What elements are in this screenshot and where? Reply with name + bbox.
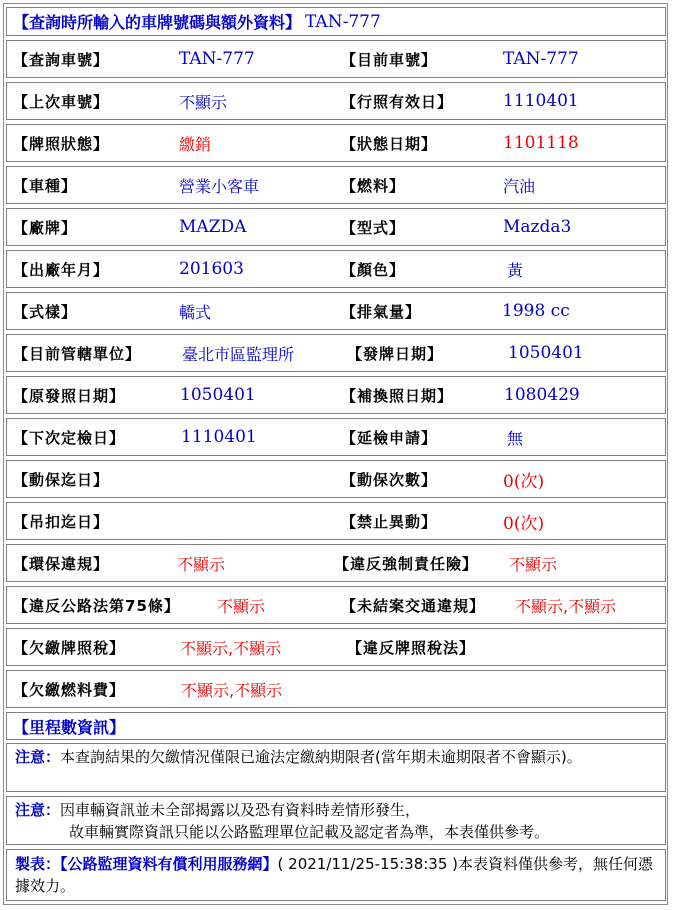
- table-row: [6, 334, 666, 372]
- query-plate-value: TAN-777: [179, 49, 255, 69]
- footer-source: 【公路監理資料有償利用服務網】: [60, 855, 278, 873]
- note-2: [15, 799, 661, 843]
- original-license-date-label: 【原發照日期】: [13, 386, 126, 405]
- previous-plate-label: 【上次車號】: [13, 92, 110, 111]
- reissue-date-value: 1080429: [504, 385, 580, 405]
- current-plate-value: TAN-777: [503, 49, 579, 69]
- body-style-label: 【式樣】: [13, 302, 78, 321]
- mileage-info-label: 【里程數資訊】: [13, 717, 126, 737]
- inspection-extension-label: 【延檢申請】: [341, 428, 438, 447]
- plate-status-label: 【牌照狀態】: [13, 134, 110, 153]
- environmental-violation-value: 不顯示: [177, 554, 226, 574]
- table-row: [6, 502, 666, 540]
- suspension-end-date-label: 【吊扣迄日】: [13, 512, 110, 531]
- environmental-violation-label: 【環保違規】: [13, 554, 110, 573]
- fuel-label: 【燃料】: [341, 176, 406, 195]
- footer-timestamp: ( 2021/11/25-15:38:35 ): [277, 855, 459, 873]
- note-1: [15, 746, 661, 768]
- brand-label: 【廠牌】: [13, 218, 78, 237]
- header-cell: [13, 8, 381, 35]
- mileage-row: [6, 712, 666, 740]
- vehicle-type-value: 營業小客車: [179, 176, 260, 196]
- footer-disclaimer: 本表資料僅供參考，無任何憑據效力。: [15, 855, 654, 895]
- table-row: [6, 124, 666, 162]
- note-1-text: 本查詢結果的欠繳情況僅限已逾法定繳納期限者(當年期未逾期限者不會顯示)。: [60, 748, 582, 766]
- plate-status-value: 繳銷: [179, 134, 212, 154]
- lien-end-date-label: 【動保迄日】: [13, 470, 110, 489]
- current-plate-label: 【目前車號】: [341, 50, 438, 69]
- table-row: [6, 376, 666, 414]
- license-valid-date-value: 1110401: [503, 91, 579, 111]
- table-row: [6, 544, 666, 582]
- open-traffic-violation-value: 不顯示,不顯示: [515, 596, 617, 616]
- note-row: [6, 796, 666, 845]
- note-row: [6, 743, 666, 792]
- status-date-value: 1101118: [503, 133, 579, 153]
- transfer-ban-label: 【禁止異動】: [341, 512, 438, 531]
- next-inspection-value: 1110401: [181, 427, 257, 447]
- table-row: [6, 40, 666, 78]
- footer-note: [15, 853, 661, 897]
- table-row: [6, 586, 666, 624]
- table-row: [6, 628, 666, 666]
- compulsory-insurance-label: 【違反強制責任險】: [334, 554, 479, 573]
- footer-row: [6, 849, 666, 901]
- table-row: [6, 250, 666, 288]
- note-2-label: 注意：: [15, 801, 61, 819]
- jurisdiction-label: 【目前管轄單位】: [13, 344, 142, 363]
- model-value: Mazda3: [503, 217, 572, 237]
- highway-act-75-label: 【違反公路法第75條】: [13, 596, 180, 615]
- header-row: [6, 7, 666, 36]
- unpaid-license-tax-value: 不顯示,不顯示: [180, 638, 282, 658]
- note-2-line-2: 故車輛實際資訊只能以公路監理單位記載及認定者為準，本表僅供參考。: [69, 823, 550, 841]
- table-row: [6, 82, 666, 120]
- unpaid-license-tax-label: 【欠繳牌照稅】: [13, 638, 126, 657]
- highway-act-75-value: 不顯示: [217, 596, 266, 616]
- compulsory-insurance-value: 不顯示: [509, 554, 558, 574]
- transfer-ban-value: 0(次): [503, 513, 545, 534]
- next-inspection-label: 【下次定檢日】: [13, 428, 126, 447]
- header-plate: TAN-777: [305, 11, 381, 32]
- open-traffic-violation-label: 【未結案交通違規】: [341, 596, 486, 615]
- displacement-label: 【排氣量】: [341, 302, 422, 321]
- manufacture-date-value: 201603: [179, 259, 244, 279]
- color-label: 【顏色】: [341, 260, 406, 279]
- status-date-label: 【狀態日期】: [341, 134, 438, 153]
- jurisdiction-value: 臺北市區監理所: [182, 344, 295, 364]
- issue-date-value: 1050401: [508, 343, 584, 363]
- note-2-line-1: 因車輛資訊並未全部揭露以及恐有資料時差情形發生，: [60, 801, 421, 819]
- original-license-date-value: 1050401: [180, 385, 256, 405]
- header-title: 【查詢時所輸入的車牌號碼與額外資料】: [13, 13, 302, 32]
- license-valid-date-label: 【行照有效日】: [341, 92, 454, 111]
- lien-count-label: 【動保次數】: [341, 470, 438, 489]
- previous-plate-value: 不顯示: [179, 92, 228, 112]
- body-style-value: 轎式: [179, 302, 212, 322]
- inspection-extension-value: 無: [507, 428, 524, 448]
- unpaid-fuel-fee-value: 不顯示,不顯示: [181, 680, 283, 700]
- table-row: [6, 166, 666, 204]
- brand-value: MAZDA: [179, 217, 247, 237]
- table-row: [6, 208, 666, 246]
- table-row: [6, 670, 666, 708]
- manufacture-date-label: 【出廠年月】: [13, 260, 110, 279]
- model-label: 【型式】: [341, 218, 406, 237]
- query-plate-label: 【查詢車號】: [13, 50, 110, 69]
- lien-count-value: 0(次): [503, 471, 545, 492]
- table-row: [6, 292, 666, 330]
- fuel-value: 汽油: [503, 176, 536, 196]
- note-1-label: 注意：: [15, 748, 61, 766]
- color-value: 黃: [507, 260, 524, 280]
- displacement-value: 1998 cc: [502, 301, 570, 321]
- footer-label: 製表：: [15, 855, 61, 873]
- unpaid-fuel-fee-label: 【欠繳燃料費】: [13, 680, 126, 699]
- reissue-date-label: 【補換照日期】: [341, 386, 454, 405]
- vehicle-type-label: 【車種】: [13, 176, 78, 195]
- table-row: [6, 418, 666, 456]
- issue-date-label: 【發牌日期】: [347, 344, 444, 363]
- table-row: [6, 460, 666, 498]
- license-tax-violation-label: 【違反牌照稅法】: [347, 638, 476, 657]
